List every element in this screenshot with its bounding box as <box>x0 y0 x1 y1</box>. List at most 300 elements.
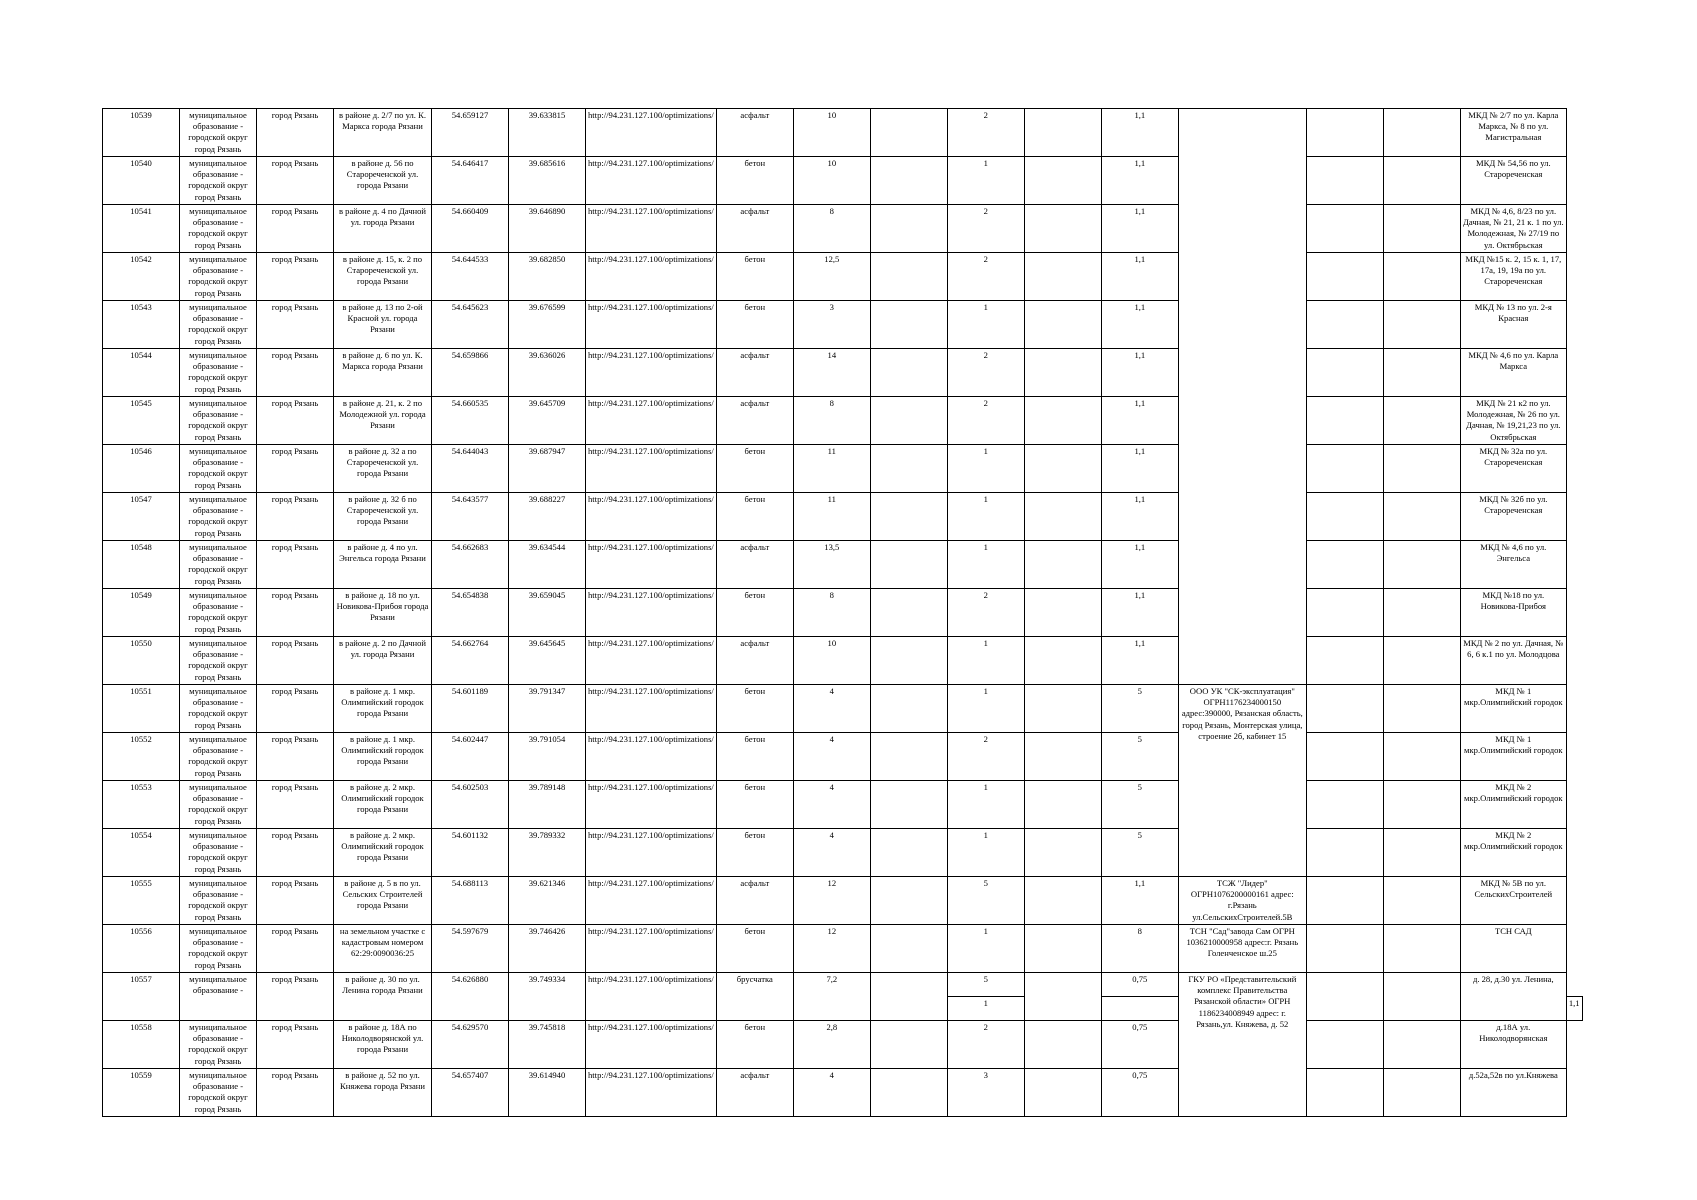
table-row <box>103 1021 1583 1069</box>
empty-cell <box>1024 781 1101 829</box>
empty-cell <box>1024 1069 1101 1117</box>
empty-cell <box>870 925 947 973</box>
empty-cell <box>1383 829 1460 877</box>
container-volume: 5 <box>1101 829 1178 877</box>
city: город Рязань <box>257 781 334 829</box>
table-row <box>103 493 1583 541</box>
buildings-served: МКД № 32а по ул. Старореченская <box>1460 445 1566 493</box>
map-link[interactable]: http://94.231.127.100/optimizations/ <box>586 877 717 925</box>
location-address: на земельном участке с кадастровым номером 62:29:0090036:25 <box>334 925 432 973</box>
buildings-served: ТСН САД <box>1460 925 1566 973</box>
buildings-served: МКД № 1 мкр.Олимпийский городок <box>1460 685 1566 733</box>
buildings-served: д. 28, д.30 ул. Ленина, <box>1460 973 1566 1021</box>
empty-cell <box>1383 445 1460 493</box>
empty-cell <box>1383 157 1460 205</box>
location-address: в районе д. 1 мкр. Олимпийский городок города Рязани <box>334 733 432 781</box>
latitude: 54.660535 <box>432 397 509 445</box>
buildings-served: МКД № 5В по ул. СельскихСтроителей <box>1460 877 1566 925</box>
location-address: в районе д. 32 б по Старореченской ул. города Рязани <box>334 493 432 541</box>
empty-cell <box>870 589 947 637</box>
container-count: 1 <box>947 493 1024 541</box>
table-row <box>103 973 1583 997</box>
empty-cell <box>1383 349 1460 397</box>
container-volume: 1,1 <box>1566 997 1582 1021</box>
longitude: 39.646890 <box>509 205 586 253</box>
map-link[interactable]: http://94.231.127.100/optimizations/ <box>586 781 717 829</box>
empty-cell <box>1024 253 1101 301</box>
location-address: в районе д. 4 по Дачной ул. города Рязани <box>334 205 432 253</box>
surface-type: брусчатка <box>716 973 793 1021</box>
owner-tsn-sad: ТСН "Сад"завода Сам ОГРН 1036210000958 адрес:г. Рязань Голенченское ш.25 <box>1178 925 1306 973</box>
area: 8 <box>793 589 870 637</box>
municipality: муниципальное образование - городской округ город Рязань <box>180 1021 257 1069</box>
buildings-served: МКД № 2/7 по ул. Карла Маркса, № 8 по ул. Магистральная <box>1460 109 1566 157</box>
empty-cell <box>870 301 947 349</box>
empty-cell <box>870 781 947 829</box>
latitude: 54.644533 <box>432 253 509 301</box>
location-address: в районе д. 56 по Старореченской ул. города Рязани <box>334 157 432 205</box>
empty-cell <box>1383 541 1460 589</box>
surface-type: бетон <box>716 157 793 205</box>
longitude: 39.791054 <box>509 733 586 781</box>
map-link[interactable]: http://94.231.127.100/optimizations/ <box>586 109 717 157</box>
map-link[interactable]: http://94.231.127.100/optimizations/ <box>586 589 717 637</box>
empty-cell <box>1383 1021 1460 1069</box>
container-volume: 0,75 <box>1101 1069 1178 1117</box>
empty-cell <box>1383 925 1460 973</box>
longitude: 39.749334 <box>509 973 586 1021</box>
empty-cell <box>1306 445 1383 493</box>
area: 4 <box>793 685 870 733</box>
location-address: в районе д. 30 по ул. Ленина города Рязани <box>334 973 432 1021</box>
container-volume: 1,1 <box>1101 205 1178 253</box>
area: 10 <box>793 157 870 205</box>
city: город Рязань <box>257 685 334 733</box>
surface-type: асфальт <box>716 397 793 445</box>
row-number: 10547 <box>103 493 180 541</box>
container-count: 2 <box>947 1021 1024 1069</box>
surface-type: бетон <box>716 829 793 877</box>
longitude: 39.659045 <box>509 589 586 637</box>
surface-type: асфальт <box>716 877 793 925</box>
container-volume: 5 <box>1101 781 1178 829</box>
surface-type: асфальт <box>716 1069 793 1117</box>
container-count: 2 <box>947 253 1024 301</box>
empty-cell <box>1306 781 1383 829</box>
row-number: 10544 <box>103 349 180 397</box>
empty-cell <box>1306 397 1383 445</box>
latitude: 54.659127 <box>432 109 509 157</box>
location-address: в районе д. 6 по ул. К. Маркса города Рязани <box>334 349 432 397</box>
map-link[interactable]: http://94.231.127.100/optimizations/ <box>586 397 717 445</box>
empty-cell <box>1383 301 1460 349</box>
map-link[interactable]: http://94.231.127.100/optimizations/ <box>586 637 717 685</box>
empty-cell <box>1024 589 1101 637</box>
row-number: 10555 <box>103 877 180 925</box>
table-row <box>103 253 1583 301</box>
city: город Рязань <box>257 1069 334 1117</box>
empty-cell <box>1024 925 1101 973</box>
buildings-served: МКД № 21 к2 по ул. Молодежная, № 26 по ул. Дачная, № 19,21,23 по ул. Октябрьская <box>1460 397 1566 445</box>
map-link[interactable]: http://94.231.127.100/optimizations/ <box>586 1021 717 1069</box>
container-volume: 1,1 <box>1101 349 1178 397</box>
surface-type: бетон <box>716 589 793 637</box>
latitude: 54.688113 <box>432 877 509 925</box>
municipality: муниципальное образование - городской округ город Рязань <box>180 1069 257 1117</box>
empty-cell <box>1306 685 1383 733</box>
surface-type: бетон <box>716 925 793 973</box>
owner-gku: ГКУ РО «Представительский комплекс Правительства Рязанской области» ОГРН 1186234008949 адрес: г. Рязань,ул. Княжева, д. 52 <box>1178 973 1306 1117</box>
empty-cell <box>1024 1021 1101 1069</box>
empty-cell <box>1306 925 1383 973</box>
map-link[interactable]: http://94.231.127.100/optimizations/ <box>586 733 717 781</box>
city: город Рязань <box>257 877 334 925</box>
area: 11 <box>793 445 870 493</box>
area: 7,2 <box>793 973 870 1021</box>
buildings-served: МКД № 4,6 по ул. Карла Маркса <box>1460 349 1566 397</box>
empty-cell <box>1383 973 1460 1021</box>
area: 4 <box>793 733 870 781</box>
map-link[interactable]: http://94.231.127.100/optimizations/ <box>586 157 717 205</box>
longitude: 39.745818 <box>509 1021 586 1069</box>
area: 8 <box>793 397 870 445</box>
row-number: 10554 <box>103 829 180 877</box>
area: 12 <box>793 925 870 973</box>
municipality: муниципальное образование - городской округ город Рязань <box>180 541 257 589</box>
buildings-served: МКД № 32б по ул. Старореченская <box>1460 493 1566 541</box>
area: 12,5 <box>793 253 870 301</box>
empty-cell <box>870 829 947 877</box>
empty-cell <box>1383 685 1460 733</box>
municipality: муниципальное образование - городской округ город Рязань <box>180 445 257 493</box>
longitude: 39.746426 <box>509 925 586 973</box>
map-link[interactable]: http://94.231.127.100/optimizations/ <box>586 349 717 397</box>
latitude: 54.659866 <box>432 349 509 397</box>
map-link[interactable]: http://94.231.127.100/optimizations/ <box>586 253 717 301</box>
municipality: муниципальное образование - городской округ город Рязань <box>180 157 257 205</box>
empty-cell <box>1383 253 1460 301</box>
container-volume: 1,1 <box>1101 493 1178 541</box>
latitude: 54.662764 <box>432 637 509 685</box>
row-number: 10559 <box>103 1069 180 1117</box>
location-address: в районе д. 5 в по ул. Сельских Строителей города Рязани <box>334 877 432 925</box>
surface-type: асфальт <box>716 349 793 397</box>
longitude: 39.676599 <box>509 301 586 349</box>
empty-cell <box>1024 685 1101 733</box>
municipality: муниципальное образование - городской округ город Рязань <box>180 349 257 397</box>
buildings-served: МКД № 4,6, 8/23 по ул. Дачная, № 21, 21 к. 1 по ул. Молодежная, № 27/19 по ул. Октябрьская <box>1460 205 1566 253</box>
row-number: 10557 <box>103 973 180 1021</box>
map-link[interactable]: http://94.231.127.100/optimizations/ <box>586 973 717 1021</box>
container-count: 2 <box>947 733 1024 781</box>
container-count: 1 <box>947 685 1024 733</box>
longitude: 39.636026 <box>509 349 586 397</box>
latitude: 54.654838 <box>432 589 509 637</box>
location-address: в районе д. 1 мкр. Олимпийский городок города Рязани <box>334 685 432 733</box>
container-volume: 0,75 <box>1101 973 1178 997</box>
area: 4 <box>793 781 870 829</box>
map-link[interactable]: http://94.231.127.100/optimizations/ <box>586 829 717 877</box>
city: город Рязань <box>257 637 334 685</box>
longitude: 39.791347 <box>509 685 586 733</box>
surface-type: бетон <box>716 253 793 301</box>
container-count: 1 <box>947 301 1024 349</box>
table-row <box>103 637 1583 685</box>
empty-cell <box>870 637 947 685</box>
map-link[interactable]: http://94.231.127.100/optimizations/ <box>586 685 717 733</box>
buildings-served: МКД № 2 мкр.Олимпийский городок <box>1460 781 1566 829</box>
table-row <box>103 157 1583 205</box>
longitude: 39.687947 <box>509 445 586 493</box>
empty-cell <box>1024 349 1101 397</box>
container-count: 1 <box>947 925 1024 973</box>
city: город Рязань <box>257 445 334 493</box>
buildings-served: МКД № 2 мкр.Олимпийский городок <box>1460 829 1566 877</box>
empty-cell <box>1306 541 1383 589</box>
municipality: муниципальное образование - городской округ город Рязань <box>180 589 257 637</box>
municipality: муниципальное образование - городской округ город Рязань <box>180 205 257 253</box>
row-number: 10556 <box>103 925 180 973</box>
container-count: 2 <box>947 349 1024 397</box>
city: город Рязань <box>257 493 334 541</box>
container-volume: 1,1 <box>1101 157 1178 205</box>
surface-type: асфальт <box>716 541 793 589</box>
owner-ck: ООО УК "СК-эксплуатация" ОГРН1176234000150 адрес:390000, Рязанская область, город Рязань, Монтерская улица, строение 2б, кабинет 15 <box>1178 685 1306 877</box>
city: город Рязань <box>257 253 334 301</box>
city: город Рязань <box>257 733 334 781</box>
empty-cell <box>1024 541 1101 589</box>
row-number: 10549 <box>103 589 180 637</box>
empty-cell <box>1024 733 1101 781</box>
municipality: муниципальное образование - <box>180 973 257 1021</box>
empty-cell <box>870 205 947 253</box>
latitude: 54.646417 <box>432 157 509 205</box>
row-number: 10540 <box>103 157 180 205</box>
blank <box>1178 109 1306 685</box>
longitude: 39.621346 <box>509 877 586 925</box>
buildings-served: МКД №15 к. 2, 15 к. 1, 17, 17а, 19, 19а по ул. Старореченская <box>1460 253 1566 301</box>
container-count: 2 <box>947 109 1024 157</box>
buildings-served: д.52а,52в по ул.Княжева <box>1460 1069 1566 1117</box>
latitude: 54.601189 <box>432 685 509 733</box>
municipality: муниципальное образование - городской округ город Рязань <box>180 253 257 301</box>
container-volume: 8 <box>1101 925 1178 973</box>
city: город Рязань <box>257 157 334 205</box>
location-address: в районе д. 13 по 2-ой Красной ул. города Рязани <box>334 301 432 349</box>
area: 13,5 <box>793 541 870 589</box>
longitude: 39.645645 <box>509 637 586 685</box>
empty-cell <box>1383 397 1460 445</box>
empty-cell <box>1306 205 1383 253</box>
buildings-served: МКД № 13 по ул. 2-я Красная <box>1460 301 1566 349</box>
area: 10 <box>793 109 870 157</box>
container-count: 2 <box>947 589 1024 637</box>
location-address: в районе д. 2 по Дачной ул. города Рязани <box>334 637 432 685</box>
city: город Рязань <box>257 973 334 1021</box>
latitude: 54.626880 <box>432 973 509 1021</box>
row-number: 10550 <box>103 637 180 685</box>
location-address: в районе д. 18 по ул. Новикова-Прибоя города Рязани <box>334 589 432 637</box>
city: город Рязань <box>257 541 334 589</box>
empty-cell <box>1306 877 1383 925</box>
municipality: муниципальное образование - городской округ город Рязань <box>180 301 257 349</box>
longitude: 39.789332 <box>509 829 586 877</box>
empty-cell <box>870 397 947 445</box>
empty-cell <box>1306 1021 1383 1069</box>
empty-cell <box>1306 253 1383 301</box>
empty-cell <box>1024 157 1101 205</box>
municipality: муниципальное образование - городской округ город Рязань <box>180 685 257 733</box>
empty-cell <box>1383 493 1460 541</box>
location-address: в районе д. 2 мкр. Олимпийский городок города Рязани <box>334 829 432 877</box>
latitude: 54.660409 <box>432 205 509 253</box>
container-volume: 1,1 <box>1101 253 1178 301</box>
empty-cell <box>1024 973 1101 1021</box>
latitude: 54.602503 <box>432 781 509 829</box>
container-count: 2 <box>947 397 1024 445</box>
municipality: муниципальное образование - городской округ город Рязань <box>180 925 257 973</box>
surface-type: бетон <box>716 445 793 493</box>
empty-cell <box>870 253 947 301</box>
municipality: муниципальное образование - городской округ город Рязань <box>180 493 257 541</box>
container-count: 1 <box>947 829 1024 877</box>
latitude: 54.597679 <box>432 925 509 973</box>
empty-cell <box>1383 205 1460 253</box>
location-address: в районе д. 32 а по Старореченской ул. города Рязани <box>334 445 432 493</box>
surface-type: асфальт <box>716 205 793 253</box>
empty-cell <box>870 1021 947 1069</box>
map-link[interactable]: http://94.231.127.100/optimizations/ <box>586 301 717 349</box>
container-count: 3 <box>947 1069 1024 1117</box>
table-row <box>103 109 1583 157</box>
empty-cell <box>1306 493 1383 541</box>
container-volume: 1,1 <box>1101 397 1178 445</box>
longitude: 39.685616 <box>509 157 586 205</box>
area: 14 <box>793 349 870 397</box>
location-address: в районе д. 2 мкр. Олимпийский городок города Рязани <box>334 781 432 829</box>
container-count: 5 <box>947 877 1024 925</box>
municipality: муниципальное образование - городской округ город Рязань <box>180 877 257 925</box>
table-row <box>103 301 1583 349</box>
empty-cell <box>1306 589 1383 637</box>
container-count: 1 <box>947 997 1024 1021</box>
longitude: 39.645709 <box>509 397 586 445</box>
surface-type: бетон <box>716 733 793 781</box>
location-address: в районе д. 2/7 по ул. К. Маркса города Рязани <box>334 109 432 157</box>
empty-cell <box>1383 589 1460 637</box>
table-row <box>103 205 1583 253</box>
location-address: в районе д. 4 по ул. Энгельса города Рязани <box>334 541 432 589</box>
city: город Рязань <box>257 109 334 157</box>
row-number: 10548 <box>103 541 180 589</box>
row-number: 10545 <box>103 397 180 445</box>
empty-cell <box>1101 997 1178 1021</box>
location-address: в районе д. 52 по ул. Княжева города Рязани <box>334 1069 432 1117</box>
empty-cell <box>1024 205 1101 253</box>
longitude: 39.614940 <box>509 1069 586 1117</box>
empty-cell <box>1024 493 1101 541</box>
longitude: 39.789148 <box>509 781 586 829</box>
surface-type: асфальт <box>716 637 793 685</box>
buildings-served: д.18А ул. Николодворянская <box>1460 1021 1566 1069</box>
map-link[interactable]: http://94.231.127.100/optimizations/ <box>586 205 717 253</box>
city: город Рязань <box>257 925 334 973</box>
latitude: 54.662683 <box>432 541 509 589</box>
table-row <box>103 445 1583 493</box>
map-link[interactable]: http://94.231.127.100/optimizations/ <box>586 541 717 589</box>
surface-type: бетон <box>716 685 793 733</box>
surface-type: бетон <box>716 781 793 829</box>
empty-cell <box>1306 733 1383 781</box>
surface-type: бетон <box>716 1021 793 1069</box>
latitude: 54.643577 <box>432 493 509 541</box>
empty-cell <box>1306 973 1383 1021</box>
container-volume: 1,1 <box>1101 637 1178 685</box>
empty-cell <box>870 157 947 205</box>
empty-cell <box>1306 301 1383 349</box>
city: город Рязань <box>257 205 334 253</box>
row-number: 10541 <box>103 205 180 253</box>
container-volume: 5 <box>1101 733 1178 781</box>
empty-cell <box>1383 877 1460 925</box>
empty-cell <box>870 1069 947 1117</box>
city: город Рязань <box>257 829 334 877</box>
container-count: 1 <box>947 541 1024 589</box>
empty-cell <box>870 685 947 733</box>
container-volume: 1,1 <box>1101 589 1178 637</box>
city: город Рязань <box>257 397 334 445</box>
empty-cell <box>1306 637 1383 685</box>
map-link[interactable]: http://94.231.127.100/optimizations/ <box>586 925 717 973</box>
municipality: муниципальное образование - городской округ город Рязань <box>180 829 257 877</box>
municipality: муниципальное образование - городской округ город Рязань <box>180 733 257 781</box>
map-link[interactable]: http://94.231.127.100/optimizations/ <box>586 493 717 541</box>
table-row <box>103 925 1583 973</box>
city: город Рязань <box>257 301 334 349</box>
area: 11 <box>793 493 870 541</box>
latitude: 54.645623 <box>432 301 509 349</box>
empty-cell <box>1306 157 1383 205</box>
container-volume: 1,1 <box>1101 109 1178 157</box>
empty-cell <box>1024 637 1101 685</box>
empty-cell <box>1306 109 1383 157</box>
container-count: 5 <box>947 973 1024 997</box>
empty-cell <box>870 877 947 925</box>
container-volume: 1,1 <box>1101 541 1178 589</box>
buildings-served: МКД № 1 мкр.Олимпийский городок <box>1460 733 1566 781</box>
area: 4 <box>793 1069 870 1117</box>
container-count: 1 <box>947 445 1024 493</box>
longitude: 39.633815 <box>509 109 586 157</box>
buildings-served: МКД № 54,56 по ул. Старореченская <box>1460 157 1566 205</box>
table-row <box>103 1069 1583 1117</box>
area: 4 <box>793 829 870 877</box>
municipality: муниципальное образование - городской округ город Рязань <box>180 781 257 829</box>
empty-cell <box>1024 445 1101 493</box>
buildings-served: МКД № 4,6 по ул. Энгельса <box>1460 541 1566 589</box>
empty-cell <box>1024 877 1101 925</box>
latitude: 54.657407 <box>432 1069 509 1117</box>
latitude: 54.629570 <box>432 1021 509 1069</box>
empty-cell <box>1024 397 1101 445</box>
container-volume: 1,1 <box>1101 301 1178 349</box>
latitude: 54.601132 <box>432 829 509 877</box>
map-link[interactable]: http://94.231.127.100/optimizations/ <box>586 445 717 493</box>
row-number: 10551 <box>103 685 180 733</box>
empty-cell <box>870 109 947 157</box>
longitude: 39.634544 <box>509 541 586 589</box>
map-link[interactable]: http://94.231.127.100/optimizations/ <box>586 1069 717 1117</box>
